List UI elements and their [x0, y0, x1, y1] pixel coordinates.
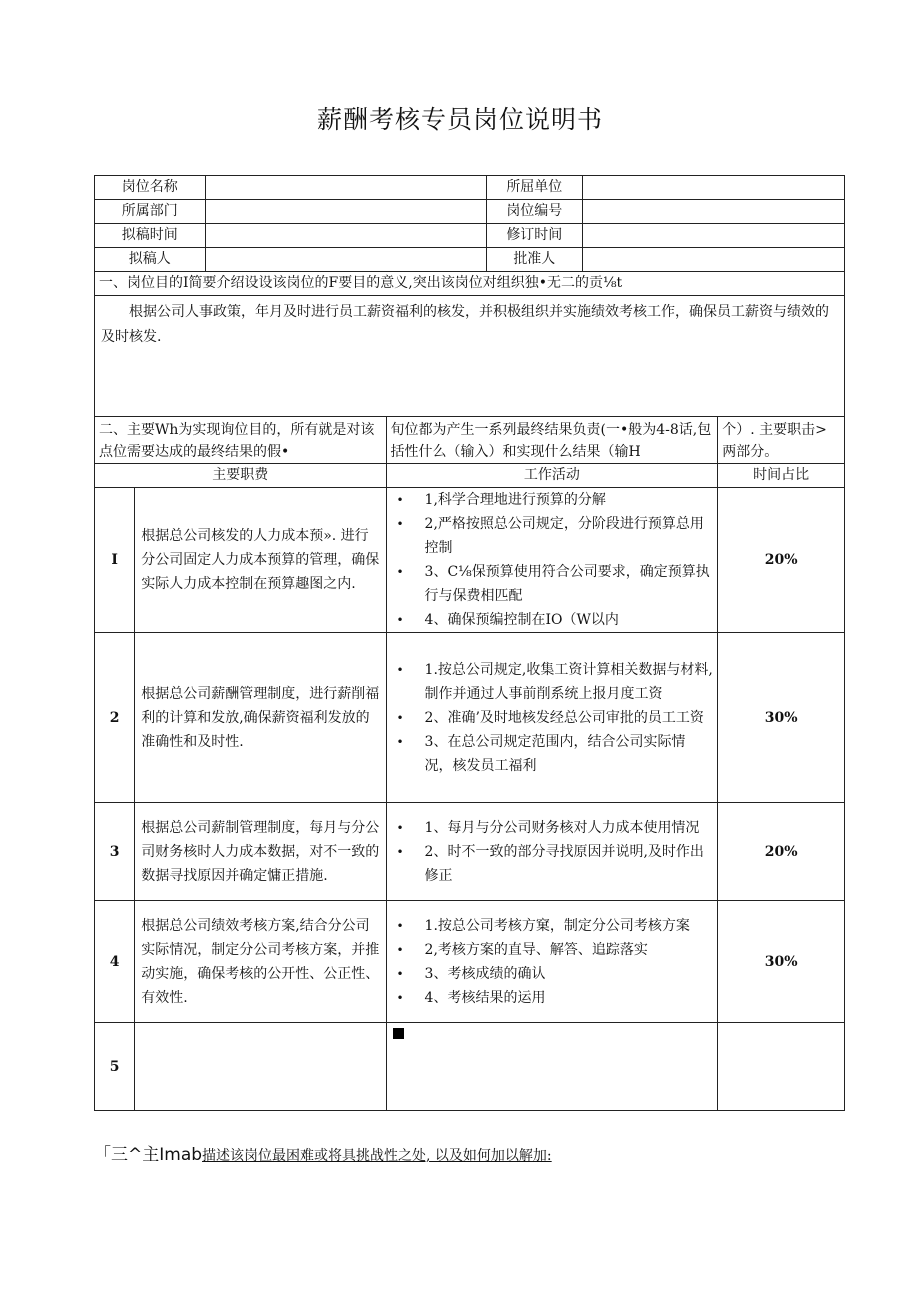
duty-ratio: 20% [718, 803, 845, 901]
unit-value[interactable] [582, 176, 844, 200]
list-item: • 3、在总公司规定范围内，结合公司实际情况，核发员工福利 [396, 733, 686, 774]
duty-ratio: 30% [718, 901, 845, 1023]
post-name-value[interactable] [205, 176, 486, 200]
table-row [95, 488, 845, 633]
job-description-table [94, 175, 845, 1111]
post-no-value[interactable] [582, 200, 844, 224]
list-item: • 1.按总公司考核方窠，制定分公司考核方案 [396, 917, 690, 934]
duty-desc: 根据总公司绩效考核方案,结合分公司实际情况，制定分公司考核方案，并推动实施，确保考核的公开性、公正性、有效性. [135, 901, 386, 1023]
dept-label: 所属部门 [95, 200, 206, 224]
list-item: • 2,严格按照总公司规定，分阶段进行预算总用控制 [396, 516, 704, 556]
duty-desc: 根据总公司薪制管理制度，每月与分公司财务核时人力成本数据，对不一致的数据寻找原因并确定慵正措施. [135, 803, 386, 901]
list-item: • 1、每月与分公司财务核对人力成本使用情况 [396, 819, 700, 836]
section2-left: 二、主要Wh为实现询位目的，所有就是对该点位需要达成的最终结果的假• [95, 417, 387, 464]
draft-time-value[interactable] [205, 224, 486, 248]
approver-value[interactable] [582, 248, 844, 272]
unit-label: 所屈单位 [487, 176, 583, 200]
page-title: 薪酬考核专员岗位说明书 [316, 105, 603, 134]
revise-time-value[interactable] [582, 224, 844, 248]
revise-time-label: 修订时间 [487, 224, 583, 248]
duty-num: 3 [95, 803, 135, 901]
duty-activities [386, 488, 718, 633]
section3-heading [94, 1140, 552, 1165]
section2-right: 个）. 主要职击>两部分。 [718, 417, 845, 464]
drafter-value[interactable] [205, 248, 486, 272]
duty-ratio: 30% [718, 633, 845, 803]
draft-time-label: 拟稿时间 [95, 224, 206, 248]
section1-text: 根据公司人事政策，年月及时进行员工薪资福利的核发，并积极组织并实施绩效考核工作，确保员工薪资与绩效的及时核发. [95, 296, 845, 417]
list-item: • 4、确保预编控制在IO（W以内 [396, 612, 619, 628]
dept-value[interactable] [205, 200, 486, 224]
list-item: • 2、时不一致的部分寻找原因并说明,及时作出修正 [396, 843, 704, 884]
list-item: • 3、考核成绩的确认 [396, 965, 546, 982]
post-no-label: 岗位编号 [487, 200, 583, 224]
section3-text: 描述该岗位最困难或将具挑战性之处, 以及如何加以解加: [202, 1148, 552, 1164]
duty-num: 2 [95, 633, 135, 803]
table-row [95, 803, 845, 901]
duty-activities [386, 803, 718, 901]
duty-desc: 根据总公司核发的人力成本预». 进行分公司固定人力成本预算的管理，确保实际人力成本控制在预算趣图之内. [135, 488, 386, 633]
list-item: • 4、考核结果的运用 [396, 989, 546, 1006]
duty-ratio: 20% [718, 488, 845, 633]
duty-activities [386, 901, 718, 1023]
duty-num: 5 [95, 1023, 135, 1111]
duty-activities [386, 633, 718, 803]
table-row [95, 901, 845, 1023]
post-name-label: 岗位名称 [95, 176, 206, 200]
list-item: • 3、C⅛保预算使用符合公司要求，确定预算执行与保费相匹配 [396, 564, 710, 604]
list-item: • 1.按总公司规定,收集工资计算相关数据与材料,制作并通过人事前削系统上报月度工资 [396, 661, 713, 702]
list-item: • 2、准确’及时地核发经总公司审批的员工工资 [396, 709, 704, 726]
table-row [95, 1023, 845, 1111]
duty-activities [386, 1023, 718, 1111]
duty-ratio [718, 1023, 845, 1111]
col-ratio: 时间占比 [718, 464, 845, 488]
section1-heading: 一、岗位目的I简要介绍设设该岗位的F要目的意义,突出该岗位对组织独•无二的贡⅛t [95, 272, 845, 296]
duty-desc [135, 1023, 386, 1111]
list-item: • 2,考核方案的直导、解答、追踪落实 [396, 941, 648, 958]
duty-num: 4 [95, 901, 135, 1023]
section3-lead: 「三^主Imab [94, 1145, 203, 1165]
table-row [95, 633, 845, 803]
drafter-label: 拟稿人 [95, 248, 206, 272]
square-bullet-icon [393, 1028, 404, 1039]
approver-label: 批准人 [487, 248, 583, 272]
col-duty: 主要职费 [95, 464, 387, 488]
duty-desc: 根据总公司薪酬管理制度，进行薪削福利的计算和发放,确保薪资福利发放的准确性和及时性. [135, 633, 386, 803]
col-activity: 工作活动 [386, 464, 718, 488]
duty-num: I [95, 488, 135, 633]
section2-mid: 旬位都为产生一系列最终结果负责(一•般为4-8话,包括性什么（输入）和实现什么结果（输H [386, 417, 718, 464]
list-item: • 1,科学合理地进行预算的分解 [396, 492, 606, 508]
